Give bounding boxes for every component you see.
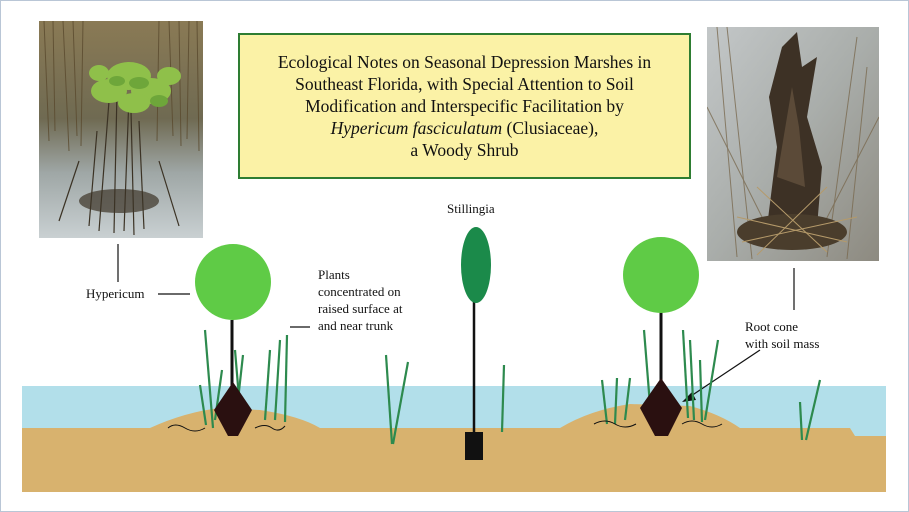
stillingia-root xyxy=(465,432,483,460)
root-line-1: Root cone xyxy=(745,319,799,334)
plants-line-1: Plants xyxy=(318,267,350,282)
root-line-2: with soil mass xyxy=(745,336,820,351)
title-family: (Clusiaceae), xyxy=(502,118,599,138)
left-hypericum-canopy xyxy=(195,244,271,320)
title-line-5: a Woody Shrub xyxy=(410,140,519,160)
plants-line-3: raised surface at xyxy=(318,301,403,316)
stillingia-canopy xyxy=(461,227,491,303)
label-hypericum: Hypericum xyxy=(86,286,145,301)
title-species-name: Hypericum fasciculatum xyxy=(330,118,503,138)
right-hypericum-canopy xyxy=(623,237,699,313)
plants-line-4: and near trunk xyxy=(318,318,394,333)
plants-line-2: concentrated on xyxy=(318,284,401,299)
label-plants-concentrated xyxy=(318,266,402,334)
label-stillingia: Stillingia xyxy=(447,201,495,216)
title-line-1: Ecological Notes on Seasonal Depression Marshes in xyxy=(277,52,652,72)
title-line-2: Southeast Florida, with Special Attention to Soil xyxy=(295,74,634,94)
label-root-cone xyxy=(745,318,819,352)
title-line-3: Modification and Interspecific Facilitation by xyxy=(305,96,624,116)
